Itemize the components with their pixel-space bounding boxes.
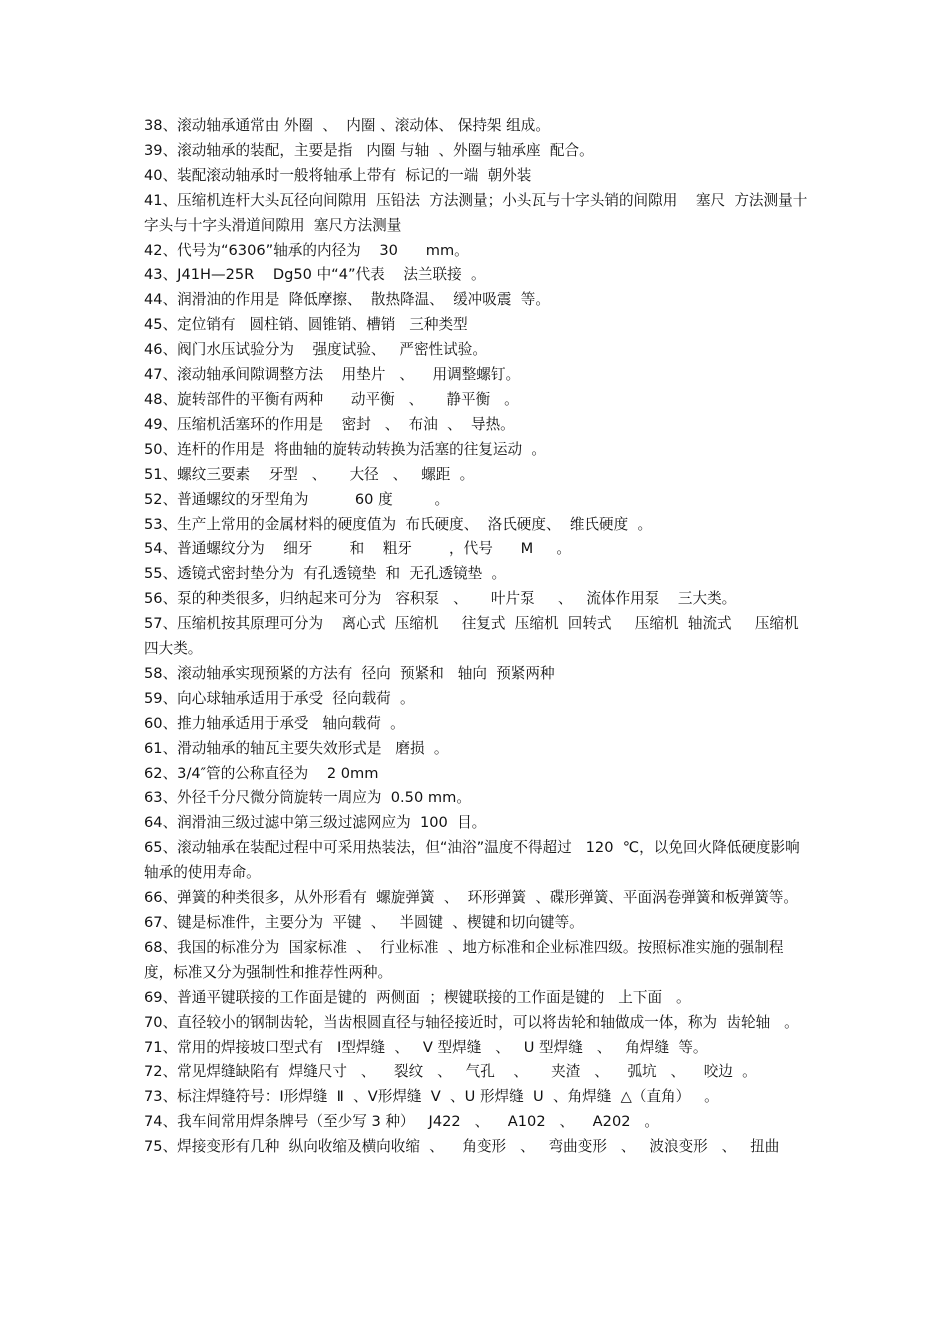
question-item: 51、螺纹三要素 牙型 、 大径 、 螺距 。 — [144, 465, 475, 483]
question-item: 44、润滑油的作用是 降低摩擦、 散热降温、 缓冲吸震 等。 — [144, 291, 550, 309]
question-item: 47、滚动轴承间隙调整方法 用垫片 、 用调整螺钉。 — [144, 366, 521, 384]
question-item: 63、外径千分尺微分筒旋转一周应为 0.50 mm。 — [144, 789, 471, 807]
question-item: 39、滚动轴承的装配，主要是指 内圈 与轴 、外圈与轴承座 配合。 — [144, 141, 594, 159]
question-item: 55、透镜式密封垫分为 有孔透镜垫 和 无孔透镜垫 。 — [144, 565, 507, 583]
question-item: 58、滚动轴承实现预紧的方法有 径向 预紧和 轴向 预紧两种 — [144, 664, 555, 682]
question-item: 65、滚动轴承在装配过程中可采用热装法，但“油浴”温度不得超过 120 ℃，以免回火降低硬度影响轴承的使用寿命。 — [144, 839, 800, 882]
question-item: 46、阀门水压试验分为 强度试验、 严密性试验。 — [144, 341, 487, 359]
question-item: 62、3/4″管的公称直径为 2 0mm — [144, 764, 379, 782]
question-item: 53、生产上常用的金属材料的硬度值为 布氏硬度、 洛氏硬度、 维氏硬度 。 — [144, 515, 653, 533]
question-item: 38、滚动轴承通常由 外圈 、 内圈 、滚动体、 保持架 组成。 — [144, 117, 550, 134]
question-item: 56、泵的种类很多，归纳起来可分为 容积泵 、 叶片泵 、 流体作用泵 三大类。 — [144, 590, 737, 608]
question-item: 52、普通螺纹的牙型角为 60 度 。 — [144, 490, 450, 508]
question-item: 61、滑动轴承的轴瓦主要失效形式是 磨损 。 — [144, 739, 449, 757]
question-item: 73、标注焊缝符号：Ⅰ形焊缝 Ⅱ 、V形焊缝 V 、U 形焊缝 U 、角焊缝 △（直角） 。 — [144, 1088, 719, 1106]
question-item: 43、J41H—25R Dg50 中“4”代表 法兰联接 。 — [144, 266, 486, 284]
question-item: 60、推力轴承适用于承受 轴向载荷 。 — [144, 714, 405, 732]
question-item: 41、压缩机连杆大头瓦径向间隙用 压铅法 方法测量；小头瓦与十字头销的间隙用 塞尺 方法测量十字头与十字头滑道间隙用 塞尺方法测量 — [144, 191, 808, 234]
question-item: 57、压缩机按其原理可分为 离心式 压缩机 往复式 压缩机 回转式 压缩机 轴流式 压缩机四大类。 — [144, 615, 799, 658]
question-item: 75、焊接变形有几种 纵向收缩及横向收缩 、 角变形 、 弯曲变形 、 波浪变形 、 扭曲 — [144, 1138, 780, 1156]
question-item: 59、向心球轴承适用于承受 径向载荷 。 — [144, 689, 415, 707]
question-item: 42、代号为“6306”轴承的内径为 30 mm。 — [144, 241, 469, 259]
question-item: 70、直径较小的钢制齿轮，当齿根圆直径与轴径接近时，可以将齿轮和轴做成一体，称为 齿轮轴 。 — [144, 1013, 799, 1031]
question-item: 74、我车间常用焊条牌号（至少写 3 种） J422 、 A102 、 A202 。 — [144, 1113, 660, 1131]
question-item: 45、定位销有 圆柱销、圆锥销、槽销 三种类型 — [144, 316, 468, 334]
question-item: 48、旋转部件的平衡有两种 动平衡 、 静平衡 。 — [144, 390, 519, 408]
question-list — [144, 114, 810, 1160]
question-item: 66、弹簧的种类很多，从外形看有 螺旋弹簧 、 环形弹簧 、碟形弹簧、平面涡卷弹簧和板弹簧等。 — [144, 889, 799, 907]
question-item: 50、连杆的作用是 将曲轴的旋转动转换为活塞的往复运动 。 — [144, 440, 546, 458]
question-item: 64、润滑油三级过滤中第三级过滤网应为 100 目。 — [144, 814, 487, 832]
question-item: 67、键是标准件，主要分为 平键 、 半圆键 、楔键和切向键等。 — [144, 914, 584, 931]
question-item: 69、普通平键联接的工作面是键的 两侧面 ；楔键联接的工作面是键的 上下面 。 — [144, 988, 691, 1006]
question-item: 54、普通螺纹分为 细牙 和 粗牙 ，代号 M 。 — [144, 540, 572, 558]
question-item: 40、装配滚动轴承时一般将轴承上带有 标记的一端 朝外装 — [144, 166, 532, 184]
question-item: 49、压缩机活塞环的作用是 密封 、 布油 、 导热。 — [144, 415, 515, 433]
question-item: 72、常见焊缝缺陷有 焊缝尺寸 、 裂纹 、 气孔 、 夹渣 、 弧坑 、 咬边 。 — [144, 1063, 757, 1081]
question-item: 71、常用的焊接坡口型式有 Ⅰ型焊缝 、 V 型焊缝 、 U 型焊缝 、 角焊缝 等。 — [144, 1038, 708, 1056]
question-item: 68、我国的标准分为 国家标准 、 行业标准 、地方标准和企业标准四级。按照标准实施的强制程度，标准又分为强制性和推荐性两种。 — [144, 938, 784, 981]
